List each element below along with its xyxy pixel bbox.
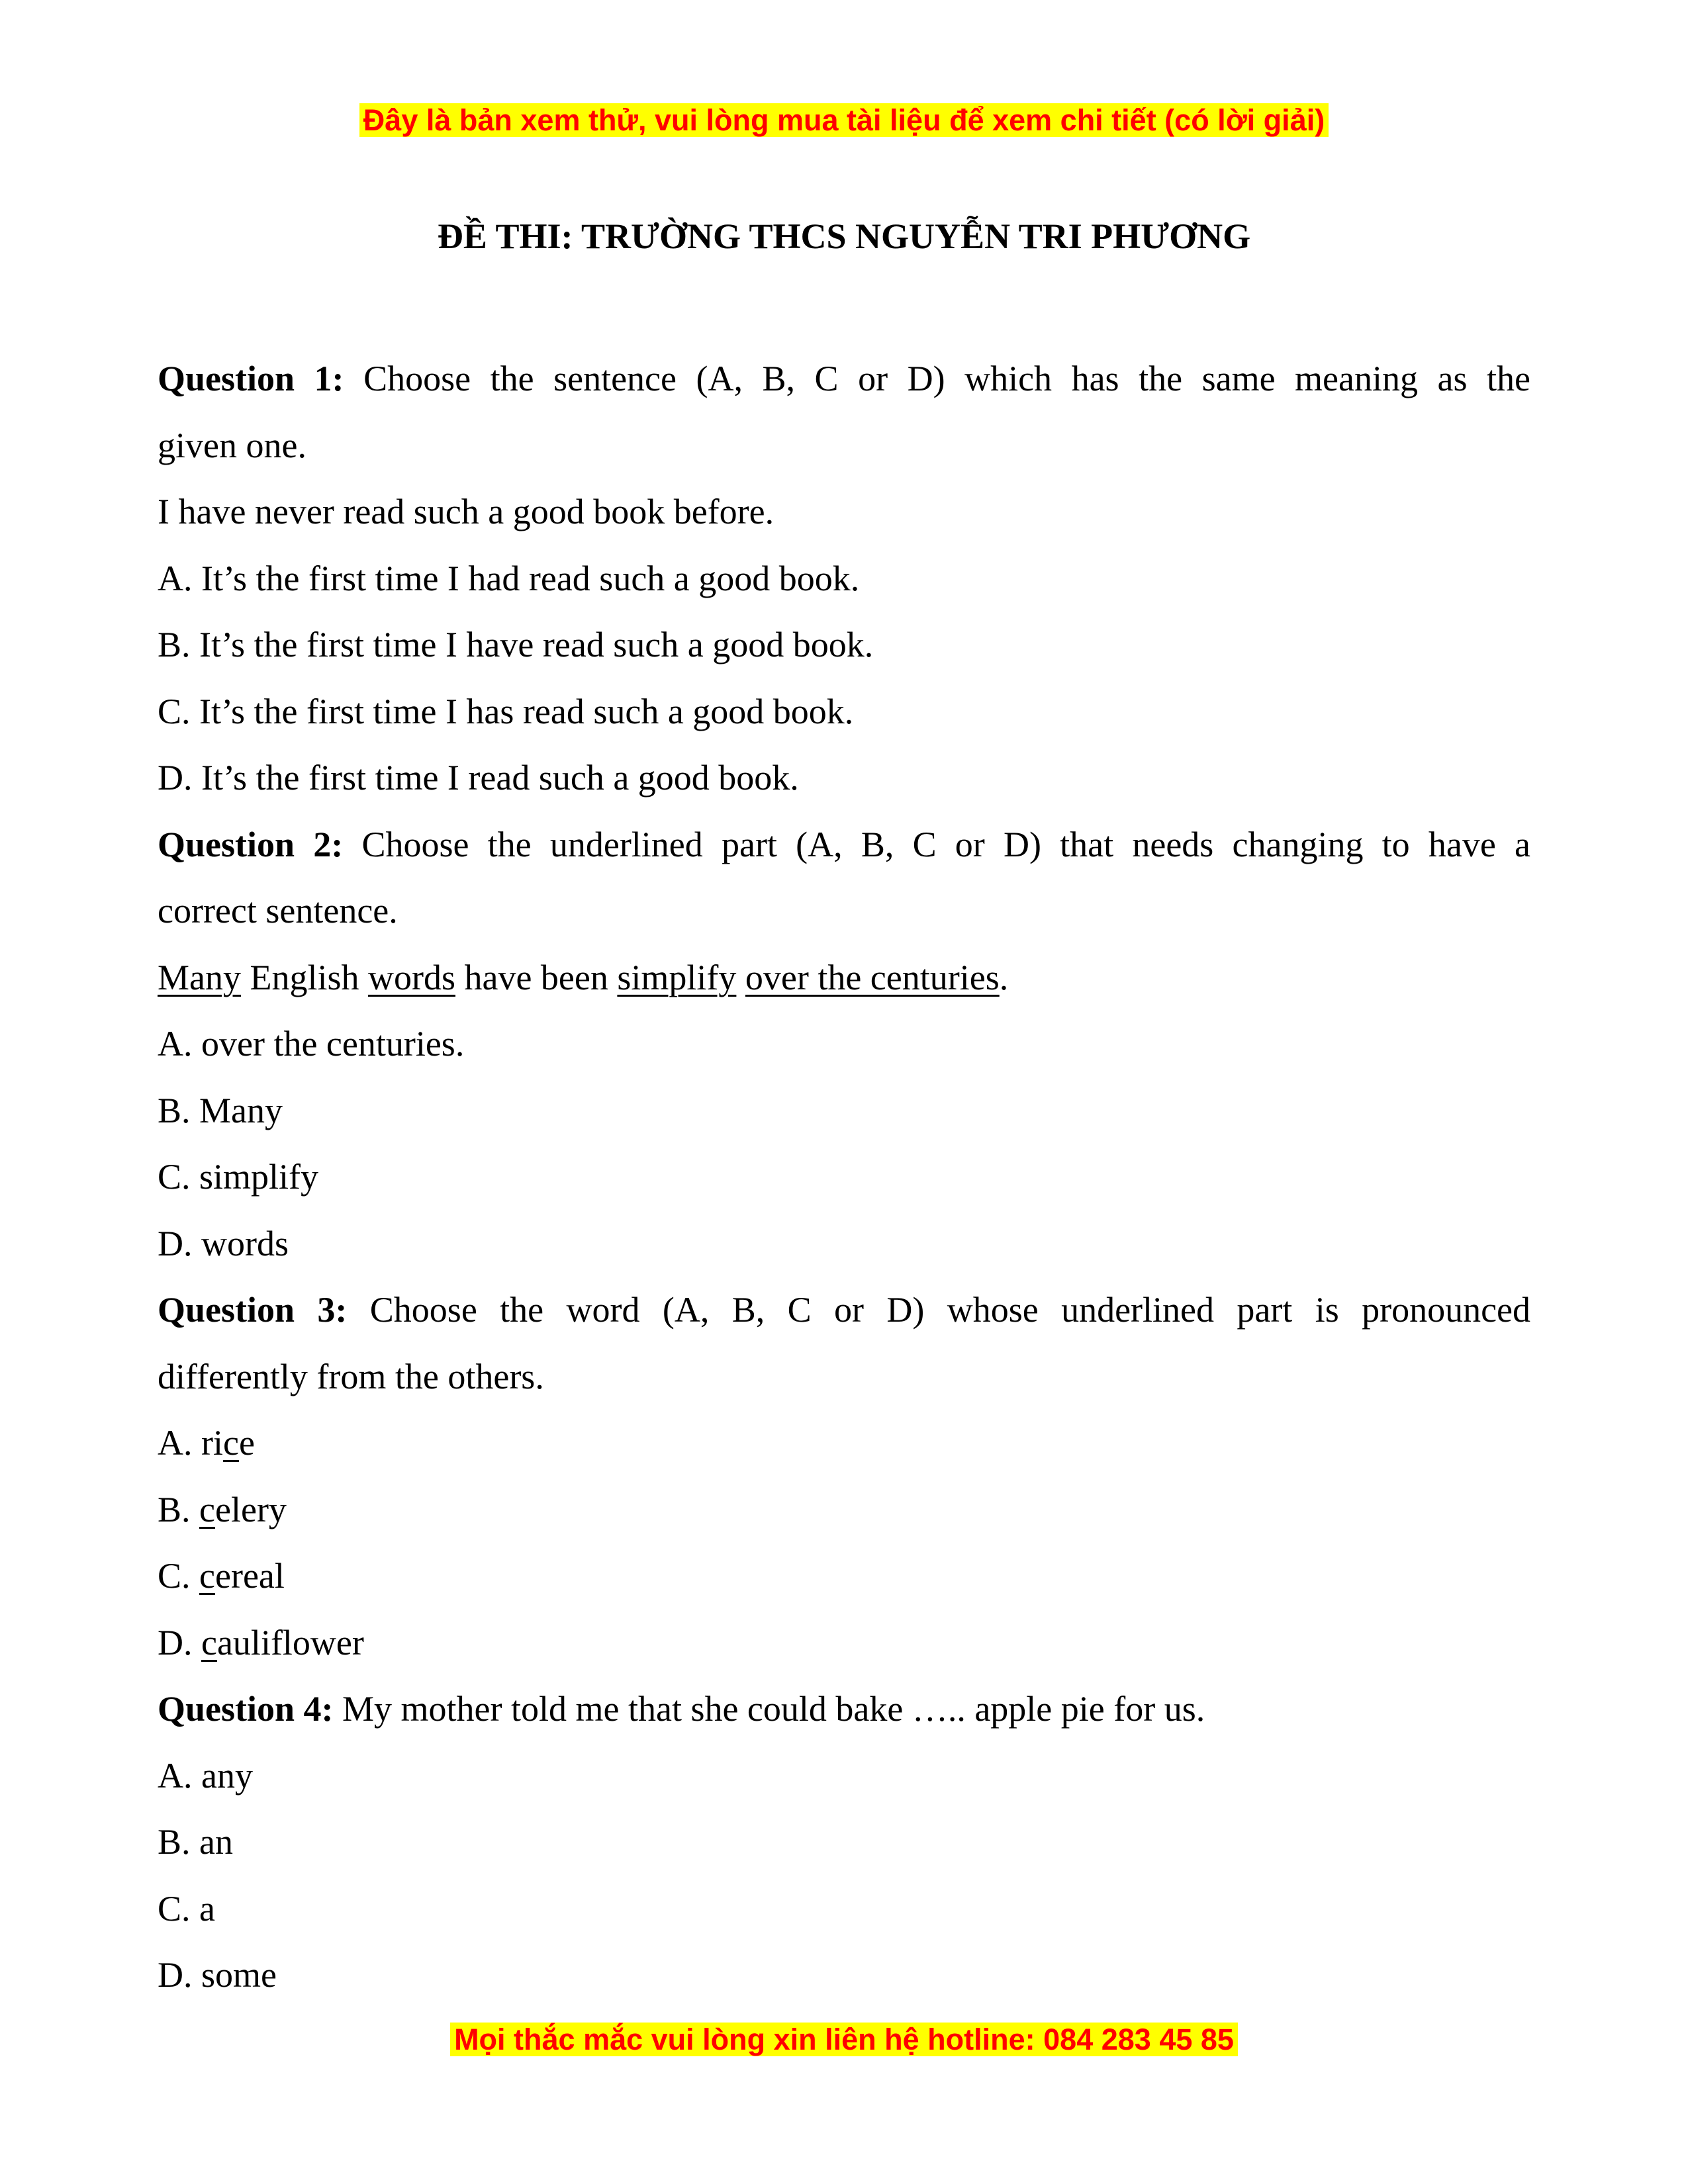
preview-notice-text: Đây là bản xem thử, vui lòng mua tài liệu để xem chi tiết (có lời giải) (359, 103, 1329, 137)
question-3-prompt-line1: Choose the word (A, B, C or D) whose underlined part is pronounced (369, 1290, 1530, 1330)
question-3-option-b-prefix: B. (158, 1489, 200, 1529)
question-4-option-d: D. some (158, 1955, 277, 1995)
question-4-option-c: C. a (158, 1888, 215, 1929)
question-1-option-b: B. It’s the first time I have read such a good book. (158, 625, 874, 664)
question-1-option-d: D. It’s the first time I read such a good book. (158, 758, 799, 797)
question-4-prompt-text: My mother told me that she could bake ….. apple pie for us. (342, 1689, 1205, 1729)
question-2-text-2: have been (455, 957, 618, 997)
question-4-label: Question 4: (158, 1689, 334, 1729)
question-3-option-d (158, 1610, 1530, 1676)
question-3-option-a-prefix: A. ri (158, 1423, 223, 1463)
question-2-underlined-words: words (368, 957, 455, 997)
hotline-text: Mọi thắc mắc vui lòng xin liên hệ hotline: 084 283 45 85 (450, 2023, 1238, 2056)
question-2-underlined-simplify: simplify (617, 957, 737, 997)
question-4-option-b: B. an (158, 1822, 233, 1862)
question-2-option-d: D. words (158, 1223, 289, 1263)
question-3-option-c-prefix: C. (158, 1556, 200, 1596)
question-3-option-c-suffix: ereal (215, 1556, 285, 1596)
preview-notice-banner (0, 101, 1688, 140)
question-2-option-a: A. over the centuries. (158, 1024, 465, 1064)
exam-title: ĐỀ THI: TRƯỜNG THCS NGUYỄN TRI PHƯƠNG (437, 216, 1251, 256)
question-2-underlined-many: Many (158, 957, 241, 997)
question-2-sentence (158, 944, 1530, 1011)
question-4-prompt (158, 1676, 1530, 1743)
question-2-text-1: English (240, 957, 368, 997)
question-3-prompt-line2: differently from the others. (158, 1356, 544, 1396)
question-3-option-b-suffix: elery (215, 1489, 287, 1529)
question-2-underlined-over-the-centuries: over the centuries (745, 957, 1000, 997)
question-1-option-a: A. It’s the first time I had read such a good book. (158, 558, 860, 598)
question-2-text-3 (736, 958, 745, 997)
question-4-option-a: A. any (158, 1755, 253, 1796)
question-3-label: Question 3: (158, 1290, 348, 1330)
question-3-option-d-suffix: auliflower (216, 1622, 364, 1662)
question-2-prompt-line1: Choose the underlined part (A, B, C or D) that needs changing to have a (361, 824, 1530, 864)
question-1-prompt-line2: given one. (158, 425, 306, 465)
question-2-prompt (158, 811, 1530, 878)
question-3-option-c-underlined: c (199, 1556, 215, 1596)
question-3-option-b (158, 1477, 1530, 1543)
question-3-option-d-prefix: D. (158, 1622, 201, 1662)
question-1-option-c: C. It’s the first time I has read such a good book. (158, 691, 854, 731)
question-3-option-a-underlined: c (222, 1423, 239, 1463)
question-1-label: Question 1: (158, 359, 344, 398)
question-2-label: Question 2: (158, 824, 344, 864)
question-3-option-a-suffix: e (238, 1423, 255, 1463)
question-3-prompt (158, 1277, 1530, 1343)
question-2-option-b: B. Many (158, 1090, 283, 1130)
question-2-option-c: C. simplify (158, 1157, 319, 1197)
question-2-text-4: . (999, 957, 1009, 997)
question-3-option-b-underlined: c (199, 1489, 215, 1529)
hotline-banner (0, 2020, 1688, 2060)
question-3-option-d-underlined: c (201, 1622, 217, 1662)
question-3-option-a (158, 1410, 1530, 1477)
questions-section (158, 345, 1530, 2009)
question-3-option-c (158, 1543, 1530, 1610)
question-1-prompt-line1: Choose the sentence (A, B, C or D) which has the same meaning as the (363, 359, 1530, 398)
question-2-prompt-line2: correct sentence. (158, 891, 398, 931)
question-1-given-sentence: I have never read such a good book before. (158, 492, 774, 531)
question-1-prompt (158, 345, 1530, 412)
